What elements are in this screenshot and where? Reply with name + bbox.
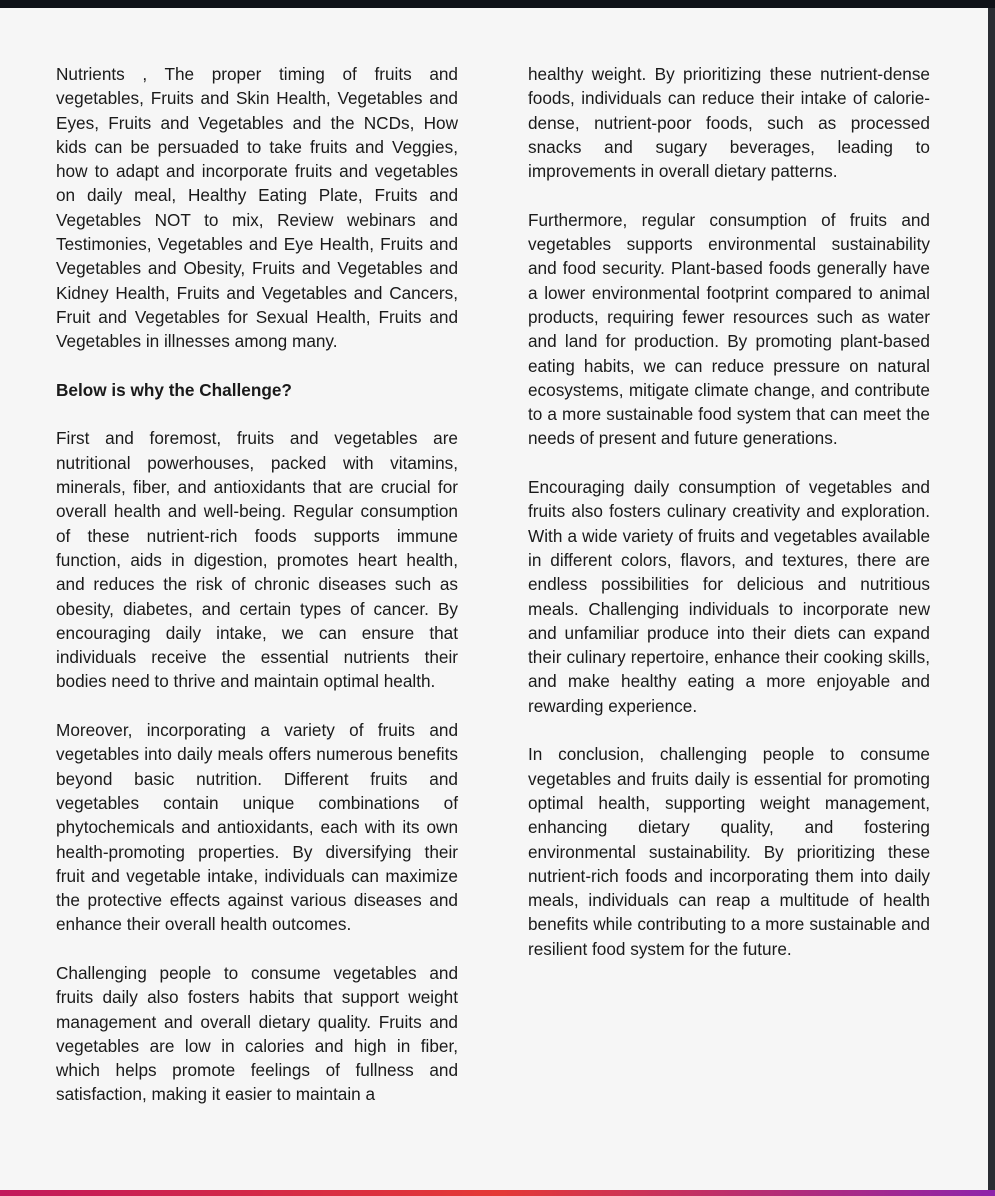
topics-paragraph: Nutrients , The proper timing of fruits and vegetables, Fruits and Skin Health, Vegetables and Eyes, Fruits and Vegetables and the NCDs, How kids can be persuaded to take fruits and Veggies, how to adapt and incorporate fruits and vegetables on daily meal, Healthy Eating Plate, Fruits and Vegetables NOT to mix, Review webinars and Testimonies, Vegetables and Eye Health, Fruits and Vegetables and Obesity, Fruits and Vegetables and Kidney Health, Fruits and Vegetables and Cancers, Fruit and Vegetables for Sexual Health, Fruits and Vegetables in illnesses among many. (56, 64, 458, 352)
top-bar (0, 0, 995, 8)
page-edge-shadow (988, 8, 995, 1190)
conclusion-paragraph: In conclusion, challenging people to consume vegetables and fruits daily is essential for promoting optimal health, supporting weight management, enhancing dietary quality, and fostering environmental sustainability. By prioritizing these nutrient-rich foods and incorporating them into daily meals, individuals can reap a multitude of health benefits while contributing to a more sustainable and resilient food system for the future. (528, 744, 930, 959)
body-paragraph: healthy weight. By prioritizing these nutrient-dense foods, individuals can reduce their intake of calorie-dense, nutrient-poor foods, such as processed snacks and sugary beverages, leading to improvements in overall dietary patterns. (528, 64, 930, 182)
bottom-accent-bar (0, 1190, 995, 1196)
body-paragraph: Encouraging daily consumption of vegetables and fruits also fosters culinary creativity and exploration. With a wide variety of fruits and vegetables available in different colors, flavors, and textures, there are endless possibilities for delicious and nutritious meals. Challenging individuals to incorporate new and unfamiliar produce into their diets can expand their culinary repertoire, enhance their cooking skills, and make healthy eating a more enjoyable and rewarding experience. (528, 477, 930, 716)
body-paragraph: Challenging people to consume vegetables and fruits daily also fosters habits that support weight management and overall dietary quality. Fruits and vegetables are low in calories and high in fiber, which helps promote feelings of fullness and satisfaction, making it easier to maintain a (56, 962, 458, 1105)
body-paragraph: First and foremost, fruits and vegetables are nutritional powerhouses, packed with vitamins, minerals, fiber, and antioxidants that are crucial for overall health and well-being. Regular consumption of these nutrient-rich foods supports immune function, aids in digestion, promotes heart health, and reduces the risk of chronic diseases such as obesity, diabetes, and certain types of cancer. By encouraging daily intake, we can ensure that individuals receive the essential nutrients their bodies need to thrive and maintain optimal health. (56, 428, 458, 692)
body-paragraph: Moreover, incorporating a variety of fruits and vegetables into daily meals offers numerous benefits beyond basic nutrition. Different fruits and vegetables contain unique combinations of phytochemicals and antioxidants, each with its own health-promoting properties. By diversifying their fruit and vegetable intake, individuals can maximize the protective effects against various diseases and enhance their overall health outcomes. (56, 720, 458, 935)
right-column (528, 62, 930, 961)
document-page (0, 8, 988, 1190)
section-heading: Below is why the Challenge? (56, 379, 292, 400)
left-column (56, 62, 458, 1107)
body-paragraph: Furthermore, regular consumption of fruits and vegetables supports environmental sustainability and food security. Plant-based foods generally have a lower environmental footprint compared to animal products, requiring fewer resources such as water and land for production. By promoting plant-based eating habits, we can reduce pressure on natural ecosystems, mitigate climate change, and contribute to a more sustainable food system that can meet the needs of present and future generations. (528, 209, 930, 449)
